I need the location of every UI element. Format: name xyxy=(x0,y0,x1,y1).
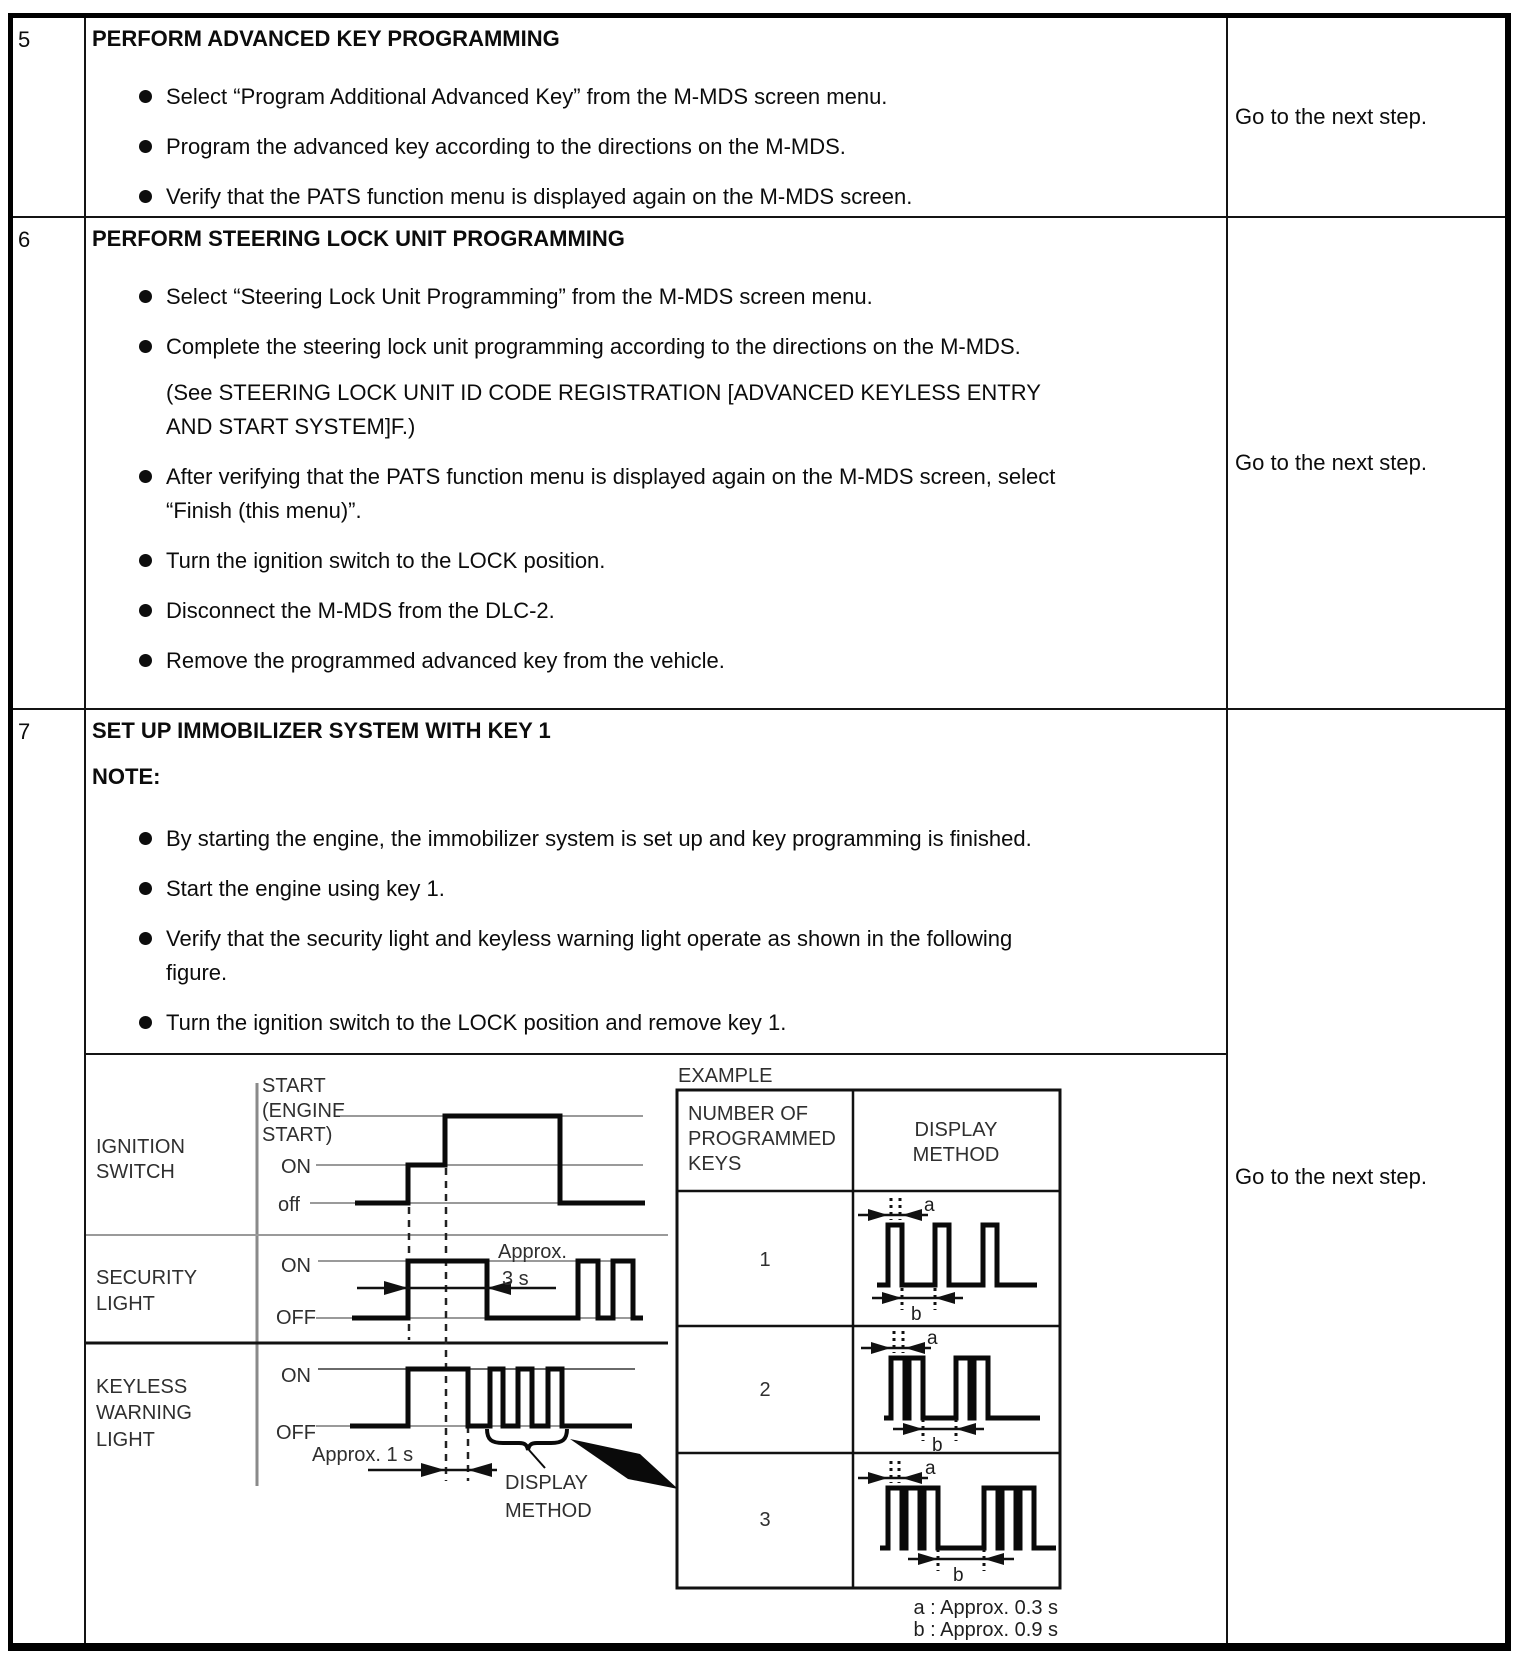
step-number-cell xyxy=(13,710,86,1643)
list-item-text: Verify that the security light and keyless warning light operate as shown in the following xyxy=(166,926,1013,951)
col-header-method: DISPLAY xyxy=(914,1119,998,1141)
svg-text:ON: ON xyxy=(281,1156,311,1178)
svg-text:off: off xyxy=(278,1194,300,1216)
bullet-icon xyxy=(139,290,152,303)
keys-count: 3 xyxy=(759,1509,771,1531)
list-item-reference xyxy=(86,376,1226,444)
keys-count: 2 xyxy=(759,1379,771,1401)
step-number: 6 xyxy=(18,227,31,252)
step-action-cell xyxy=(1228,18,1505,218)
action-text: Go to the next step. xyxy=(1235,104,1428,129)
list-item-text: “Finish (this menu)”. xyxy=(166,498,362,523)
step-number: 5 xyxy=(18,27,31,52)
waveforms xyxy=(350,1116,645,1426)
svg-text:b: b xyxy=(953,1565,964,1586)
signal-labels xyxy=(96,1136,197,1451)
pulse-pattern-2-keys xyxy=(861,1328,1040,1456)
svg-text:LIGHT: LIGHT xyxy=(96,1429,155,1451)
bullet-icon xyxy=(139,1016,152,1029)
list-item-text: Turn the ignition switch to the LOCK position and remove key 1. xyxy=(166,1010,787,1035)
pulse-pattern-1-key xyxy=(858,1195,1037,1325)
bullet-icon xyxy=(139,832,152,845)
dimension-3s xyxy=(357,1241,567,1295)
step-instructions-cell xyxy=(86,218,1228,710)
step-title: PERFORM ADVANCED KEY PROGRAMMING xyxy=(92,26,560,51)
bullet-icon xyxy=(139,654,152,667)
list-item-text: Select “Steering Lock Unit Programming” from the M-MDS screen menu. xyxy=(166,284,873,309)
list-item xyxy=(86,822,1226,856)
svg-text:PROGRAMMED: PROGRAMMED xyxy=(688,1128,836,1150)
step-instructions-cell xyxy=(86,18,1228,218)
keyless-label: KEYLESS xyxy=(96,1376,188,1398)
col-header-keys: NUMBER OF xyxy=(688,1103,808,1125)
list-item xyxy=(86,130,1226,164)
list-item-text: Turn the ignition switch to the LOCK position. xyxy=(166,548,606,573)
action-text: Go to the next step. xyxy=(1235,1163,1428,1189)
dashed-markers xyxy=(409,1168,468,1481)
bullet-icon xyxy=(139,190,152,203)
timing-figure xyxy=(86,1053,1226,1643)
procedure-table xyxy=(8,13,1511,1651)
bullet-icon xyxy=(139,140,152,153)
svg-text:METHOD: METHOD xyxy=(505,1500,592,1522)
svg-text:METHOD: METHOD xyxy=(912,1144,1000,1166)
list-item xyxy=(86,1006,1226,1040)
svg-text:START: START xyxy=(262,1075,326,1097)
svg-text:KEYS: KEYS xyxy=(688,1153,742,1175)
list-item-text: Select “Program Additional Advanced Key” from the M-MDS screen menu. xyxy=(166,84,888,109)
step-action-cell xyxy=(1228,710,1505,1643)
bullet-icon xyxy=(139,554,152,567)
svg-text:Approx.: Approx. xyxy=(498,1241,567,1263)
list-item-text: Disconnect the M-MDS from the DLC-2. xyxy=(166,598,555,623)
list-item-text: Start the engine using key 1. xyxy=(166,876,445,901)
list-item xyxy=(86,644,1226,678)
bullet-icon xyxy=(139,90,152,103)
bullet-icon xyxy=(139,604,152,617)
list-item xyxy=(86,872,1226,906)
svg-text:a: a xyxy=(927,1328,938,1349)
bullet-icon xyxy=(139,932,152,945)
pulse-pattern-3-keys xyxy=(858,1458,1056,1586)
timing-diagram-svg xyxy=(86,1055,1226,1641)
bullet-icon xyxy=(139,340,152,353)
list-item xyxy=(86,460,1226,528)
dimension-1s xyxy=(312,1444,497,1477)
svg-text:LIGHT: LIGHT xyxy=(96,1293,155,1315)
step-number-cell xyxy=(13,218,86,710)
keys-count: 1 xyxy=(759,1249,771,1271)
svg-text:Approx. 1 s: Approx. 1 s xyxy=(312,1444,414,1466)
svg-text:DISPLAY: DISPLAY xyxy=(505,1472,588,1494)
list-item-text: Verify that the PATS function menu is displayed again on the M-MDS screen. xyxy=(166,184,913,209)
example-title: EXAMPLE xyxy=(678,1065,773,1087)
list-item xyxy=(86,80,1226,114)
legend-b: b : Approx. 0.9 s xyxy=(913,1619,1058,1641)
note-label: NOTE: xyxy=(92,764,161,789)
action-text: Go to the next step. xyxy=(1235,450,1428,475)
ignition-label: IGNITION xyxy=(96,1136,185,1158)
svg-text:ON: ON xyxy=(281,1365,311,1387)
svg-text:ON: ON xyxy=(281,1255,311,1277)
svg-text:START): START) xyxy=(262,1124,333,1146)
step-number-cell xyxy=(13,18,86,218)
svg-text:(ENGINE: (ENGINE xyxy=(262,1100,346,1122)
svg-text:a: a xyxy=(924,1195,935,1216)
svg-text:SWITCH: SWITCH xyxy=(96,1161,175,1183)
svg-text:b: b xyxy=(911,1304,922,1325)
reference-text: AND START SYSTEM]F.) xyxy=(166,414,416,439)
list-item-text: After verifying that the PATS function menu is displayed again on the M-MDS screen, select xyxy=(166,464,1056,489)
svg-text:OFF: OFF xyxy=(276,1422,316,1444)
step-instructions-cell xyxy=(86,710,1228,1643)
step-title: PERFORM STEERING LOCK UNIT PROGRAMMING xyxy=(92,226,625,251)
list-item-text: Remove the programmed advanced key from the vehicle. xyxy=(166,648,725,673)
bullet-icon xyxy=(139,882,152,895)
example-table xyxy=(677,1065,1060,1641)
svg-text:OFF: OFF xyxy=(276,1307,316,1329)
legend-a: a : Approx. 0.3 s xyxy=(913,1597,1058,1619)
list-item xyxy=(86,280,1226,314)
security-label: SECURITY xyxy=(96,1267,198,1289)
bullet-icon xyxy=(139,470,152,483)
list-item xyxy=(86,594,1226,628)
list-item-text: By starting the engine, the immobilizer system is set up and key programming is finished. xyxy=(166,826,1032,851)
level-labels xyxy=(262,1075,345,1444)
list-item-text: figure. xyxy=(166,960,228,985)
ignition-waveform xyxy=(355,1116,645,1203)
svg-text:WARNING: WARNING xyxy=(96,1402,192,1424)
svg-text:a: a xyxy=(925,1458,936,1479)
reference-text: (See STEERING LOCK UNIT ID CODE REGISTRATION [ADVANCED KEYLESS ENTRY xyxy=(166,380,1041,405)
list-item xyxy=(86,180,1226,214)
list-item-text: Program the advanced key according to the directions on the M-MDS. xyxy=(166,134,846,159)
list-item xyxy=(86,544,1226,578)
list-item xyxy=(86,922,1226,990)
step-number: 7 xyxy=(18,719,31,744)
step-action-cell xyxy=(1228,218,1505,710)
display-method-callout xyxy=(487,1429,678,1522)
svg-text:3 s: 3 s xyxy=(502,1268,529,1290)
keyless-waveform xyxy=(350,1369,632,1426)
list-item-text: Complete the steering lock unit programming according to the directions on the M-MDS. xyxy=(166,334,1021,359)
step-title: SET UP IMMOBILIZER SYSTEM WITH KEY 1 xyxy=(92,718,551,743)
list-item xyxy=(86,330,1226,364)
svg-text:b: b xyxy=(932,1435,943,1456)
